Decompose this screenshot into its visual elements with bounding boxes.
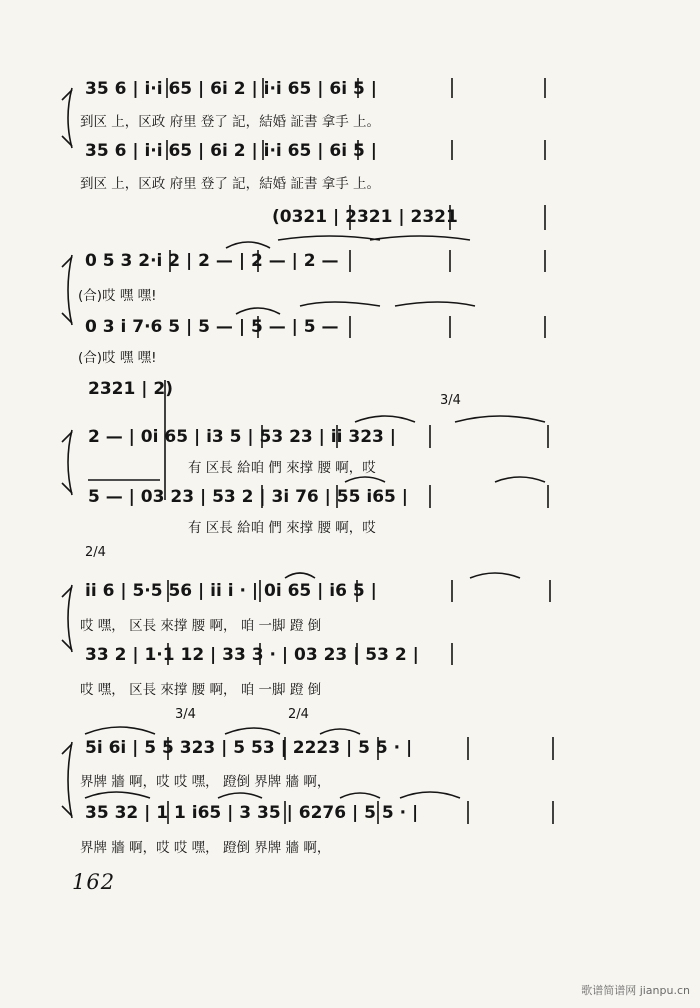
s3-v1-lyrics: 有 区長 給咱 們 來撑 腰 啊，哎 [188, 460, 376, 476]
s2-v2-lyrics: (合)哎 嘿 嘿! [78, 350, 157, 366]
s1-v2-notes: 35 6 | i·i 65 | 6i 2 | i·i 65 | 6i 5 | [85, 141, 377, 161]
s3-intro: 2321 | 2) [88, 379, 173, 399]
s5-v1-lyrics: 界牌 牆 啊，哎 哎 嘿， 蹬倒 界牌 牆 啊， [80, 774, 331, 790]
s3-time-sig: 3/4 [440, 393, 461, 408]
s2-intro: (0321 | 2321 | 2321 [272, 207, 458, 227]
s4-v1-notes: ii 6 | 5·5 56 | ii i · | 0i 65 | i6 5 | [85, 581, 377, 601]
s4-v1-lyrics: 哎 嘿， 区長 來撑 腰 啊， 咱 一脚 蹬 倒 [80, 618, 322, 634]
s5-v2-notes: 35 32 | 1 1 i65 | 3 35 | 6276 | 5 5 · | [85, 803, 419, 823]
watermark: 歌谱简谱网 jianpu.cn [581, 984, 690, 997]
s1-v1-notes: 35 6 | i·i 65 | 6i 2 | i·i 65 | 6i 5 | [85, 79, 377, 99]
s5-v2-lyrics: 界牌 牆 啊，哎 哎 嘿， 蹬倒 界牌 牆 啊， [80, 840, 331, 856]
s1-v2-lyrics: 到区 上，区政 府里 登了 記，結婚 証書 拿手 上。 [80, 176, 381, 192]
s5-time-sig-a: 3/4 [175, 707, 196, 722]
s2-v1-lyrics: (合)哎 嘿 嘿! [78, 288, 157, 304]
s1-v1-lyrics: 到区 上，区政 府里 登了 記，結婚 証書 拿手 上。 [80, 114, 381, 130]
s4-time-sig: 2/4 [85, 545, 106, 560]
s5-v1-notes: 5i 6i | 5 5 323 | 5 53 | 2223 | 5 5 · | [85, 738, 413, 758]
page-number: 162 [72, 870, 116, 894]
s3-v2-notes: 5 — | 03 23 | 53 2 | 3i 76 | 55 i65 | [88, 487, 408, 507]
s3-v2-lyrics: 有 区長 給咱 們 來撑 腰 啊，哎 [188, 520, 376, 536]
s4-v2-lyrics: 哎 嘿， 区長 來撑 腰 啊， 咱 一脚 蹬 倒 [80, 682, 322, 698]
s3-v1-notes: 2 — | 0i 65 | i3 5 | 53 23 | ii 323 | [88, 427, 396, 447]
s2-v1-notes: 0 5 3 2·i 2 | 2 — | 2 — | 2 — [85, 251, 339, 271]
s2-v2-notes: 0 3 i 7·6 5 | 5 — | 5 — | 5 — [85, 317, 339, 337]
s4-v2-notes: 33 2 | 1·1 12 | 33 3 · | 03 23 | 53 2 | [85, 645, 419, 665]
s5-time-sig-b: 2/4 [288, 707, 309, 722]
